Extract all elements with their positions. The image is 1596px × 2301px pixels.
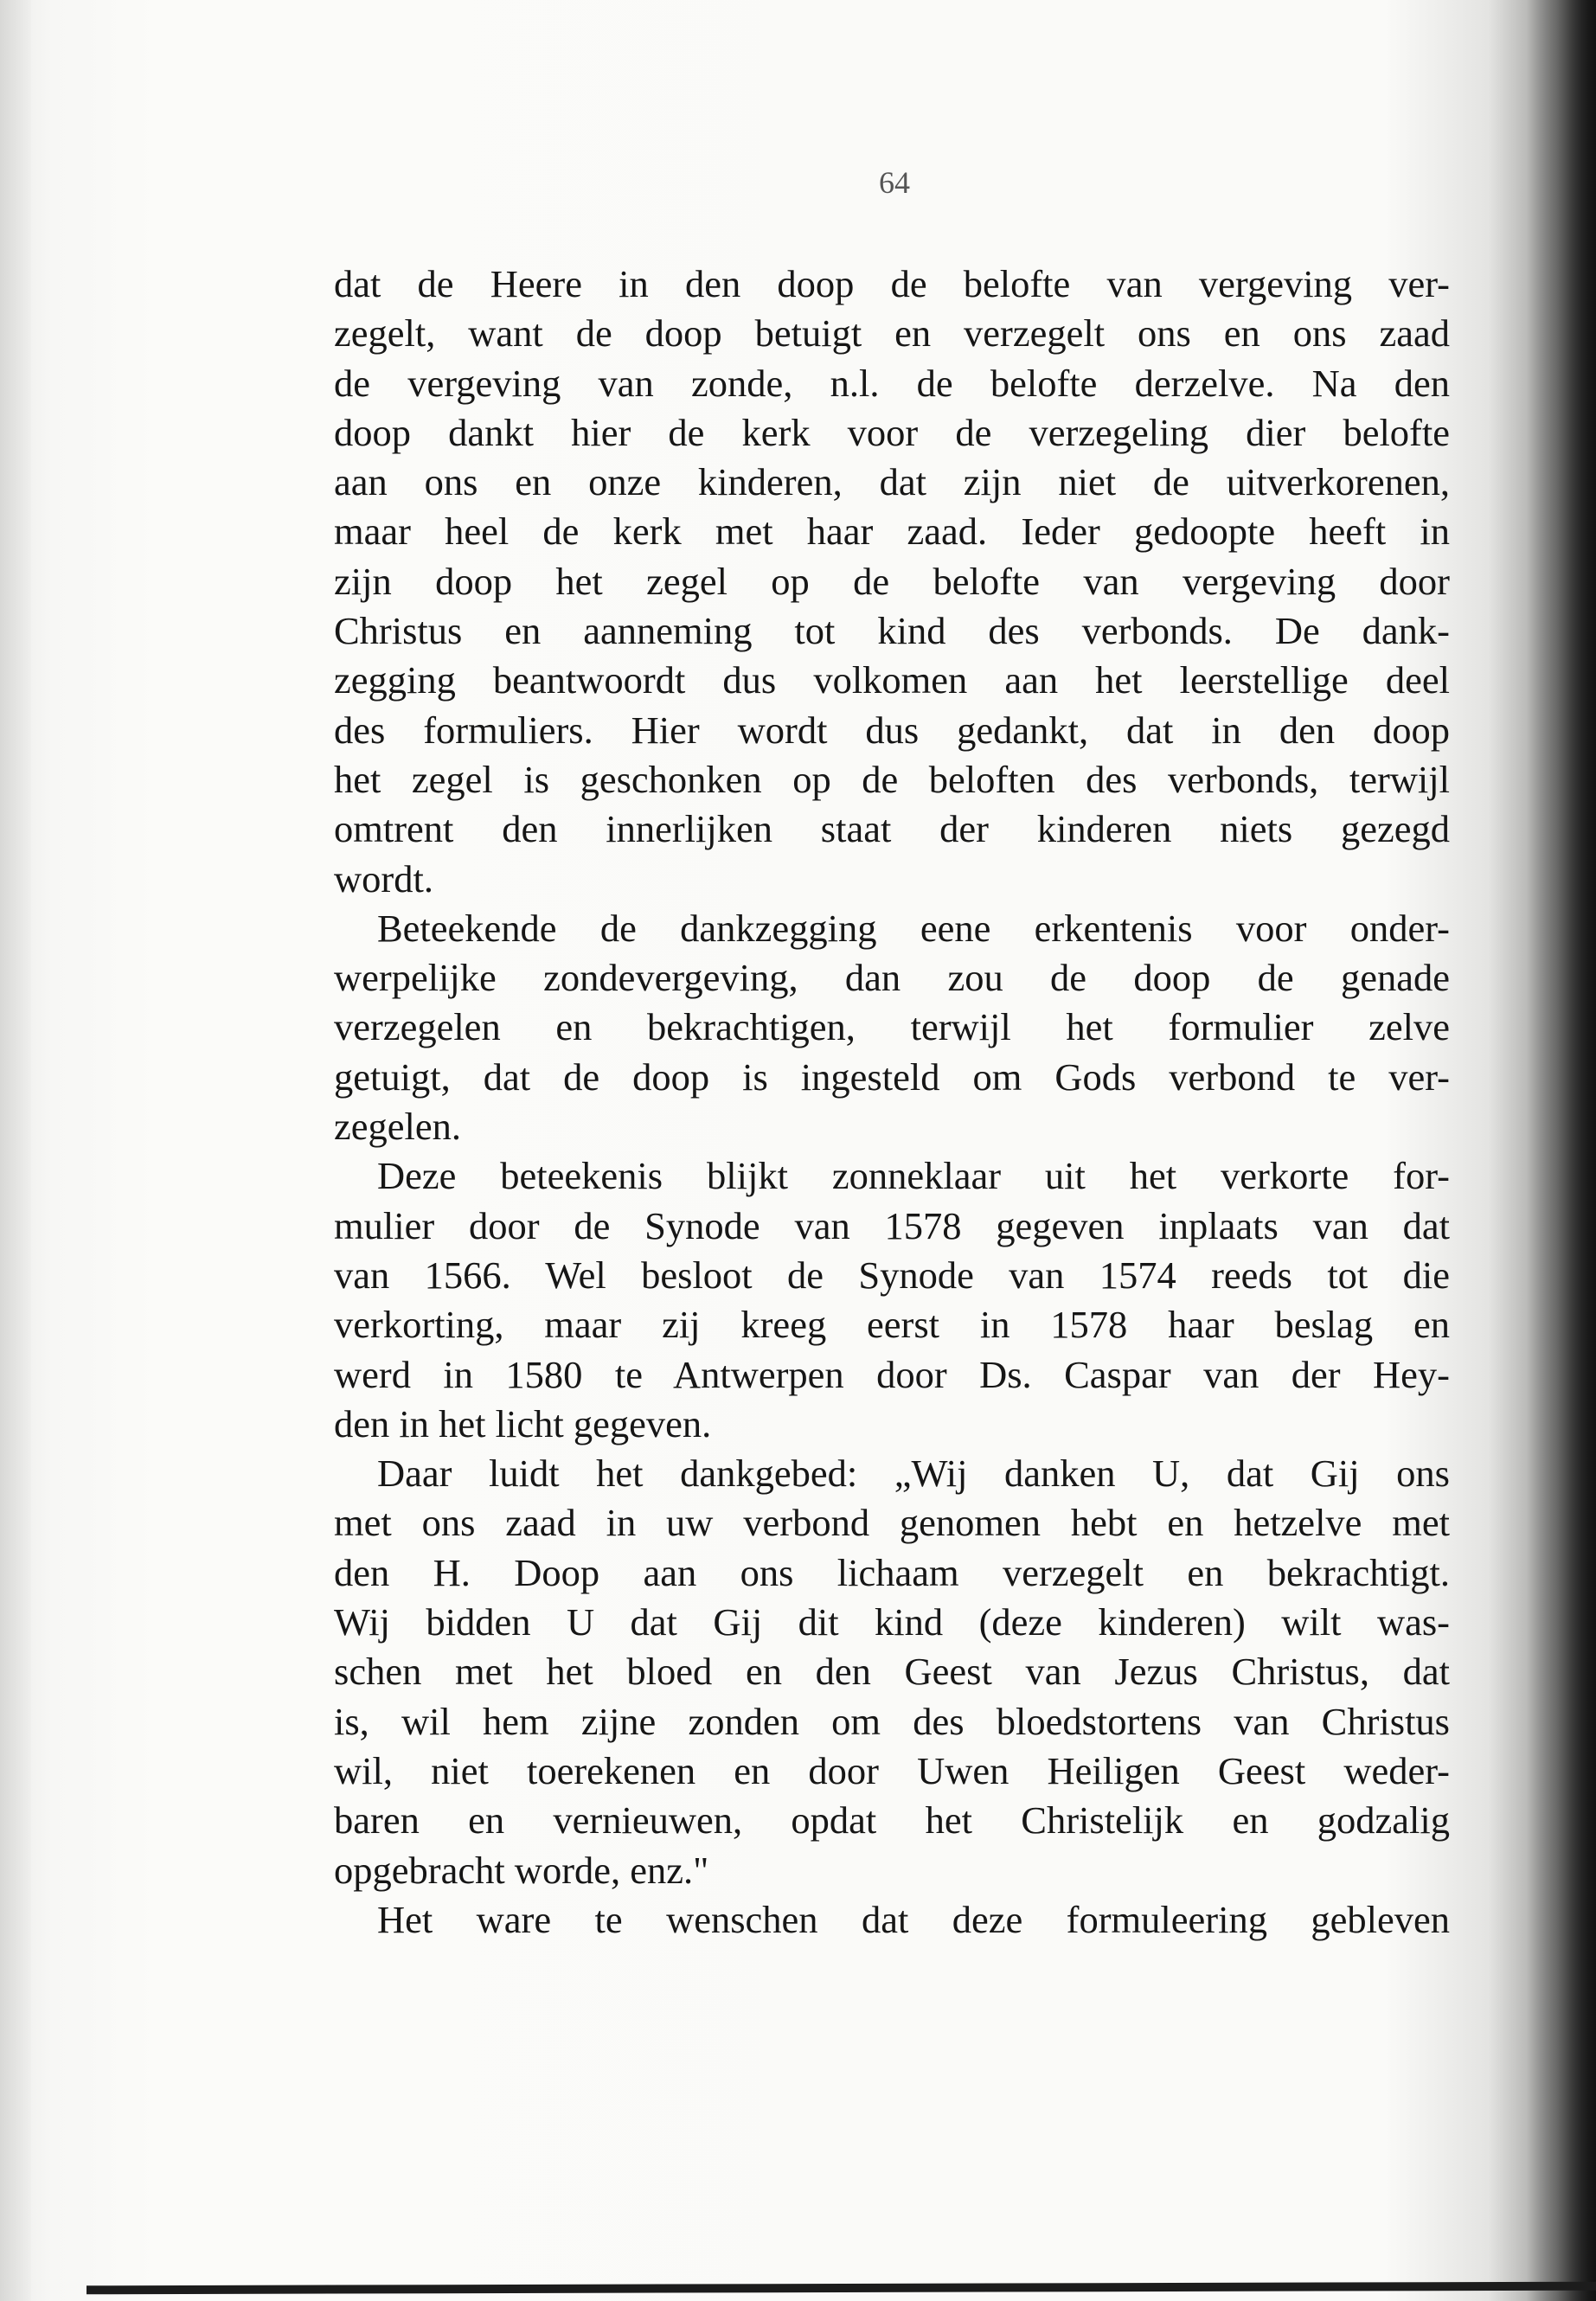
text-line: doop dankt hier de kerk voor de verzegeling dier belofte xyxy=(334,410,1450,454)
text-line: Beteekende de dankzegging eene erkentenis voor onder- xyxy=(377,906,1450,950)
text-line: Christus en aanneming tot kind des verbonds. De dank- xyxy=(334,609,1450,653)
text-line: zegelt, want de doop betuigt en verzegelt ons en ons zaad xyxy=(334,311,1450,356)
text-line: den in het licht gegeven. xyxy=(334,1401,712,1445)
text-line: verkorting, maar zij kreeg eerst in 1578 haar beslag en xyxy=(334,1303,1450,1347)
text-line: werpelijke zondevergeving, dan zou de doop de genade xyxy=(334,956,1450,1000)
text-line: dat de Heere in den doop de belofte van vergeving ver- xyxy=(334,262,1450,305)
text-line: schen met het bloed en den Geest van Jezus Christus, dat xyxy=(334,1650,1450,1694)
text-line: omtrent den innerlijken staat der kinderen niets gezegd xyxy=(334,807,1450,851)
text-line: des formuliers. Hier wordt dus gedankt, dat in den doop xyxy=(334,708,1450,752)
page-number: 64 xyxy=(879,165,910,200)
text-line: verzegelen en bekrachtigen, terwijl het formulier zelve xyxy=(334,1005,1450,1049)
text-line: wil, niet toerekenen en door Uwen Heiligen Geest weder- xyxy=(334,1748,1450,1792)
text-line: Wij bidden U dat Gij dit kind (deze kinderen) wilt was- xyxy=(334,1600,1450,1644)
text-line: van 1566. Wel besloot de Synode van 1574 reeds tot die xyxy=(334,1253,1450,1297)
body-text xyxy=(334,260,1450,1945)
text-line: het zegel is geschonken op de beloften des verbonds, terwijl xyxy=(334,757,1450,801)
text-line: werd in 1580 te Antwerpen door Ds. Caspar van der Hey- xyxy=(334,1352,1450,1396)
page-bottom-edge xyxy=(87,2282,1596,2295)
text-line: getuigt, dat de doop is ingesteld om Gods verbond te ver- xyxy=(334,1054,1450,1099)
page-binding-shadow xyxy=(1527,0,1596,2301)
text-line: zegelen. xyxy=(334,1105,461,1149)
text-line: opgebracht worde, enz." xyxy=(334,1848,709,1892)
text-line: is, wil hem zijne zonden om des bloedstortens van Christus xyxy=(334,1699,1450,1743)
text-line: Het ware te wenschen dat deze formuleering gebleven xyxy=(377,1897,1450,1941)
text-line: zijn doop het zegel op de belofte van vergeving door xyxy=(334,559,1450,603)
text-line: baren en vernieuwen, opdat het Christelijk en godzalig xyxy=(334,1798,1450,1843)
text-line: Deze beteekenis blijkt zonneklaar uit het verkorte for- xyxy=(377,1154,1450,1198)
text-line: maar heel de kerk met haar zaad. Ieder gedoopte heeft in xyxy=(334,510,1450,554)
text-line: de vergeving van zonde, n.l. de belofte derzelve. Na den xyxy=(334,361,1450,405)
text-line: mulier door de Synode van 1578 gegeven inplaats van dat xyxy=(334,1203,1450,1247)
text-line: den H. Doop aan ons lichaam verzegelt en bekrachtigt. xyxy=(334,1550,1450,1594)
text-line: met ons zaad in uw verbond genomen hebt en hetzelve met xyxy=(334,1501,1450,1545)
text-line: Daar luidt het dankgebed: „Wij danken U, dat Gij ons xyxy=(377,1452,1450,1496)
text-line: zegging beantwoordt dus volkomen aan het leerstellige deel xyxy=(334,658,1450,702)
text-line: aan ons en onze kinderen, dat zijn niet de uitverkorenen, xyxy=(334,460,1450,504)
page-left-edge xyxy=(0,0,31,2301)
text-line: wordt. xyxy=(334,856,433,901)
